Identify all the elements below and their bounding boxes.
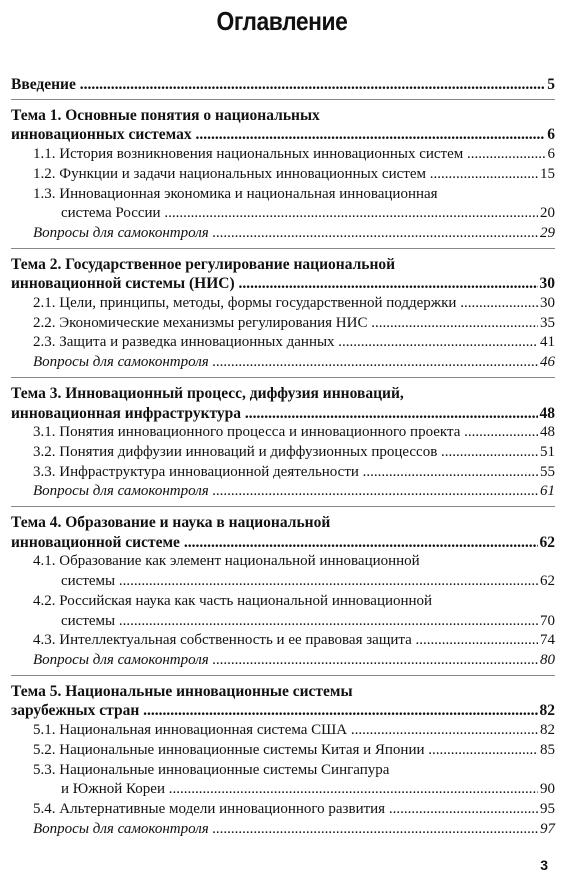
- page-title: Оглавление: [216, 6, 348, 36]
- topic-heading-line2: [11, 274, 555, 294]
- toc-entry-page: 62: [540, 573, 555, 590]
- toc-entry-page: 51: [540, 443, 555, 460]
- toc-topic-2: [11, 255, 555, 378]
- toc-section-entry: [11, 314, 555, 334]
- toc-section-entry: [11, 800, 555, 820]
- toc-entry-label: 2.2. Экономические механизмы регулирования НИС .....: [33, 314, 538, 334]
- topic-heading: [11, 384, 555, 423]
- toc-entry-page: 90: [540, 781, 555, 798]
- toc-entry-label: Введение .....: [11, 75, 545, 95]
- toc-entry-page: 70: [540, 612, 555, 629]
- toc-entry-page: 62: [539, 533, 555, 551]
- topic-heading-line2: [11, 533, 555, 553]
- toc-entry-page: 61: [540, 483, 555, 500]
- topic-heading-line2: [11, 701, 555, 721]
- toc-entry-label: инновационной системы (НИС) .....: [11, 274, 538, 294]
- toc-entry-page: 30: [539, 275, 555, 293]
- divider: [11, 248, 555, 249]
- toc-section-entry: [11, 552, 555, 591]
- toc-entry-label: система России .....: [61, 204, 538, 224]
- toc-entry-label: 4.3. Интеллектуальная собственность и ее правовая защита .....: [33, 631, 538, 651]
- topic-heading: [11, 106, 555, 145]
- toc-questions-entry: [11, 482, 555, 502]
- toc-section-entry: [11, 463, 555, 483]
- toc-entry-intro: [11, 75, 555, 95]
- toc-questions-entry: [11, 224, 555, 244]
- divider: [11, 99, 555, 100]
- topic-heading-line1: Тема 4. Образование и наука в национальной: [11, 514, 331, 532]
- toc-section-entry: [11, 741, 555, 761]
- toc-topics: [11, 106, 555, 840]
- toc-entry-label: инновационная инфраструктура .....: [11, 404, 538, 424]
- topic-heading: [11, 682, 555, 721]
- table-of-contents: [11, 75, 555, 839]
- toc-section-entry: [11, 443, 555, 463]
- toc-entry-label: 1.2. Функции и задачи национальных инновационных систем .....: [33, 165, 538, 185]
- toc-entry-page: 48: [540, 424, 555, 441]
- divider: [11, 506, 555, 507]
- toc-entry-page: 46: [540, 354, 555, 371]
- page-number: 3: [540, 857, 548, 873]
- toc-entry-label: 2.3. Защита и разведка инновационных данных .....: [33, 333, 538, 353]
- toc-entry-label: 5.2. Национальные инновационные системы Китая и Японии .....: [33, 741, 538, 761]
- toc-entry-label: зарубежных стран .....: [11, 701, 538, 721]
- toc-entry-page: 5: [547, 76, 555, 93]
- toc-section-entry: [11, 333, 555, 353]
- toc-entry-label: и Южной Кореи .....: [61, 780, 538, 800]
- topic-heading-line1: Тема 3. Инновационный процесс, диффузия инноваций,: [11, 384, 404, 402]
- toc-section-entry: [11, 423, 555, 443]
- divider: [11, 377, 555, 378]
- toc-section-entry: [11, 294, 555, 314]
- toc-entry-page: 85: [540, 741, 555, 758]
- toc-entry-page: 35: [540, 314, 555, 331]
- toc-entry-label-line1: 4.2. Российская наука как часть национальной инновационной: [33, 592, 433, 609]
- toc-section-entry: [11, 631, 555, 651]
- toc-entry-label-line1: 4.1. Образование как элемент национальной инновационной: [33, 553, 420, 570]
- toc-entry-label: 2.1. Цели, принципы, методы, формы государственной поддержки .....: [33, 294, 538, 314]
- toc-entry-label: системы .....: [61, 572, 538, 592]
- divider: [11, 675, 555, 676]
- topic-heading-line1: Тема 2. Государственное регулирование национальной: [11, 255, 396, 273]
- toc-entry-page: 48: [539, 404, 555, 422]
- toc-section-entry: [11, 761, 555, 800]
- topic-heading: [11, 255, 555, 294]
- toc-topic-3: [11, 384, 555, 507]
- toc-entry-page: 80: [540, 651, 555, 668]
- toc-entry-label: 1.1. История возникновения национальных инновационных систем .....: [33, 145, 546, 165]
- toc-section-entry: [11, 721, 555, 741]
- toc-entry-page: 82: [540, 722, 555, 739]
- toc-entry-page: 15: [540, 165, 555, 182]
- toc-questions-entry: [11, 820, 555, 840]
- toc-entry-label: 3.1. Понятия инновационного процесса и инновационного проекта .....: [33, 423, 538, 443]
- toc-entry-page: 30: [540, 295, 555, 312]
- toc-entry-page: 6: [547, 146, 555, 163]
- toc-topic-1: [11, 106, 555, 249]
- toc-entry-label: Вопросы для самоконтроля .....: [33, 651, 538, 671]
- topic-heading-line1: Тема 5. Национальные инновационные системы: [11, 682, 353, 700]
- topic-heading-line1: Тема 1. Основные понятия о национальных: [11, 106, 320, 124]
- toc-entry-page: 29: [540, 224, 555, 241]
- topic-heading-line2: [11, 125, 555, 145]
- toc-topic-5: [11, 682, 555, 840]
- toc-questions-entry: [11, 353, 555, 373]
- toc-entry-label-line2: [33, 204, 555, 224]
- toc-entry-label: 3.2. Понятия диффузии инноваций и диффузионных процессов .....: [33, 443, 538, 463]
- toc-entry-label-line1: 5.3. Национальные инновационные системы Сингапура: [33, 761, 390, 778]
- toc-section-entry: [11, 165, 555, 185]
- toc-entry-label: 5.4. Альтернативные модели инновационного развития .....: [33, 800, 538, 820]
- toc-entry-page: 97: [540, 820, 555, 837]
- toc-section-entry: [11, 592, 555, 631]
- toc-entry-page: 6: [547, 126, 555, 144]
- toc-entry-page: 74: [540, 632, 555, 649]
- toc-entry-label: 5.1. Национальная инновационная система США .....: [33, 721, 538, 741]
- toc-entry-label-line2: [33, 572, 555, 592]
- toc-entry-label-line2: [33, 780, 555, 800]
- toc-entry-label: инновационных системах .....: [11, 125, 545, 145]
- toc-topic-4: [11, 513, 555, 676]
- toc-entry-page: 82: [539, 702, 555, 720]
- toc-questions-entry: [11, 651, 555, 671]
- toc-entry-label: системы .....: [61, 612, 538, 632]
- toc-entry-page: 55: [540, 463, 555, 480]
- toc-entry-page: 95: [540, 800, 555, 817]
- toc-entry-page: 20: [540, 205, 555, 222]
- toc-entry-label: Вопросы для самоконтроля .....: [33, 482, 538, 502]
- toc-entry-label: Вопросы для самоконтроля .....: [33, 353, 538, 373]
- toc-entry-label-line2: [33, 612, 555, 632]
- toc-entry-label-line1: 1.3. Инновационная экономика и национальная инновационная: [33, 185, 438, 202]
- topic-heading-line2: [11, 404, 555, 424]
- toc-entry-label: Вопросы для самоконтроля .....: [33, 224, 538, 244]
- toc-entry-label: Вопросы для самоконтроля .....: [33, 820, 538, 840]
- toc-entry-label: инновационной системе .....: [11, 533, 538, 553]
- toc-entry-page: 41: [540, 334, 555, 351]
- toc-entry-label: 3.3. Инфраструктура инновационной деятельности .....: [33, 463, 538, 483]
- toc-section-entry: [11, 145, 555, 165]
- toc-section-entry: [11, 185, 555, 224]
- topic-heading: [11, 513, 555, 552]
